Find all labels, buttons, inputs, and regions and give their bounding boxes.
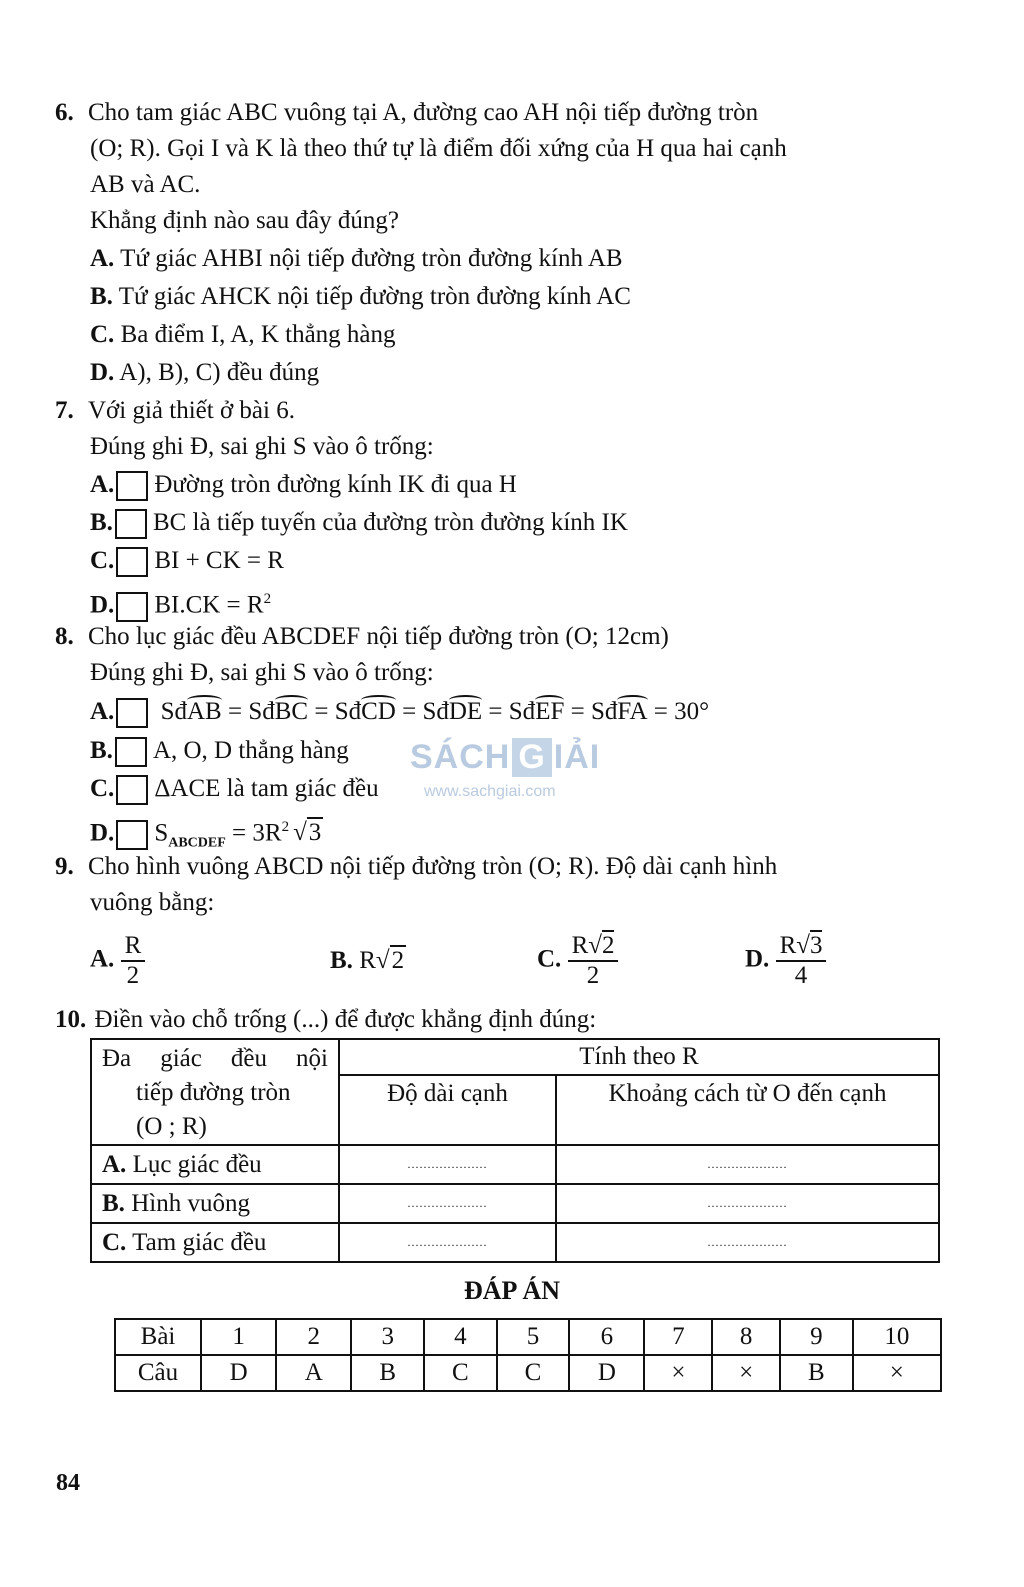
q9-option-d-frac xyxy=(776,932,827,990)
q9-option-b-sqrt: √2 xyxy=(375,947,405,974)
answers-bai-cell: 2 xyxy=(276,1319,351,1355)
q10-row-a-label xyxy=(91,1145,339,1184)
q9-option-c-num: R√2 xyxy=(568,932,619,962)
q9-option-d-radicand: 3 xyxy=(809,932,823,959)
q9-option-d-letter: D. xyxy=(745,945,770,973)
q8-eq-1: = xyxy=(227,698,243,725)
q7-option-d-letter: D. xyxy=(90,591,115,619)
q8-option-a-checkbox[interactable] xyxy=(116,698,148,728)
answers-cau-cell: D xyxy=(569,1355,644,1391)
q6-prompt: Khẳng định nào sau đây đúng? xyxy=(90,207,399,234)
q6-option-a-letter: A. xyxy=(90,245,115,272)
answers-cau-label: Câu xyxy=(115,1355,201,1391)
answers-row-cau xyxy=(115,1355,941,1391)
q7-option-d-sup: 2 xyxy=(263,591,272,607)
watermark-url: www.sachgiai.com xyxy=(424,783,556,800)
q6-text-2: (O; R). Gọi I và K là theo thứ tự là điểm đối xứng của H qua hai cạnh xyxy=(90,135,787,162)
q7-option-d xyxy=(90,584,271,622)
q8-sd-1: Sđ xyxy=(160,698,187,725)
q7-option-b-text: BC là tiếp tuyến của đường tròn đường kính IK xyxy=(152,509,628,536)
q8-option-b-text: A, O, D thẳng hàng xyxy=(152,737,349,764)
q6-option-c-text: Ba điểm I, A, K thẳng hàng xyxy=(120,321,396,348)
answers-bai-cell: 10 xyxy=(853,1319,941,1355)
watermark xyxy=(410,738,600,801)
q10-row-a-letter: A. xyxy=(102,1150,127,1178)
watermark-logo xyxy=(410,738,600,777)
q9-option-b-radicand: 2 xyxy=(391,947,405,974)
q9-option-b xyxy=(330,946,406,976)
q8-option-c-checkbox[interactable] xyxy=(116,775,148,805)
q7-option-b-checkbox[interactable] xyxy=(115,509,147,539)
answers-cau-cell: B xyxy=(780,1355,853,1391)
q7-number: 7. xyxy=(55,397,74,424)
q10-row-a-distance[interactable]: .................... xyxy=(556,1145,939,1184)
q8-option-c-text: ΔACE là tam giác đều xyxy=(154,775,379,802)
answers-bai-cell: 7 xyxy=(644,1319,712,1355)
q7-prompt: Đúng ghi Đ, sai ghi S vào ô trống: xyxy=(90,433,434,460)
q6-number: 6. xyxy=(55,99,74,126)
q6-option-a xyxy=(90,244,623,274)
q8-arc-ef: EF xyxy=(535,698,565,725)
q9-option-b-letter: B. xyxy=(330,947,353,974)
answers-cau-cell: × xyxy=(644,1355,712,1391)
answers-cau-cell: D xyxy=(201,1355,276,1391)
q10-row-c-label xyxy=(91,1223,339,1262)
q10-row-c-text: Tam giác đều xyxy=(132,1228,267,1256)
q10-head-col1-line1: Đa giác đều nội xyxy=(102,1045,328,1072)
q10-line1 xyxy=(55,1005,596,1035)
q9-option-c-num-pre: R xyxy=(571,932,589,959)
q8-arc-fa: FA xyxy=(617,698,648,725)
q8-arc-ab: AB xyxy=(186,698,222,725)
q9-option-a-letter: A. xyxy=(90,945,115,973)
table-row xyxy=(91,1223,939,1262)
q8-sd-5: Sđ xyxy=(508,698,536,725)
table-row xyxy=(91,1145,939,1184)
q8-option-c xyxy=(90,774,379,805)
answers-cau-cell: B xyxy=(351,1355,424,1391)
q10-row-c-letter: C. xyxy=(102,1228,127,1256)
q9-option-d-num-pre: R xyxy=(779,932,797,959)
q9-line1 xyxy=(55,852,777,882)
q7-option-c-letter: C. xyxy=(90,547,115,574)
q7-option-a-text: Đường tròn đường kính IK đi qua H xyxy=(154,471,517,498)
q7-line1 xyxy=(55,396,295,426)
q8-arc-bc: BC xyxy=(274,698,309,725)
q8-option-b-letter: B. xyxy=(90,737,113,764)
q8-arc-de: DE xyxy=(448,698,483,725)
q6-text-3: AB và AC. xyxy=(90,171,201,198)
q8-option-a-result: 30° xyxy=(674,698,710,725)
q9-option-c-den: 2 xyxy=(586,962,600,989)
answers-row-bai xyxy=(115,1319,941,1355)
q9-option-a-den: 2 xyxy=(126,962,140,989)
answers-bai-cell: 4 xyxy=(424,1319,497,1355)
answers-cau-cell: A xyxy=(276,1355,351,1391)
q10-head-sub2: Khoảng cách từ O đến cạnh xyxy=(556,1075,939,1145)
q8-eq-6: = xyxy=(653,698,668,725)
q8-prompt: Đúng ghi Đ, sai ghi S vào ô trống: xyxy=(90,659,434,686)
q7-option-c-text: BI + CK = R xyxy=(154,547,284,574)
answers-bai-label: Bài xyxy=(115,1319,201,1355)
q9-option-b-pre: R xyxy=(359,947,376,974)
q6-option-d-text: A), B), C) đều đúng xyxy=(119,359,320,386)
q8-area-sqrt: √3 xyxy=(293,819,322,847)
table-row xyxy=(91,1184,939,1223)
q10-row-b-letter: B. xyxy=(102,1189,125,1217)
q8-option-d-letter: D. xyxy=(90,819,115,847)
q8-arc-cd: CD xyxy=(361,698,396,725)
q7-option-c xyxy=(90,546,284,577)
q10-row-b-text: Hình vuông xyxy=(131,1189,250,1217)
q10-row-c-distance[interactable]: .................... xyxy=(556,1223,939,1262)
answers-cau-cell: C xyxy=(497,1355,570,1391)
q7-option-d-text: BI.CK = R xyxy=(154,591,264,619)
q6-line1 xyxy=(55,98,758,128)
q7-option-a xyxy=(90,470,517,501)
answers-cau-cell: C xyxy=(424,1355,497,1391)
q8-sd-4: Sđ xyxy=(422,698,449,725)
q8-option-a xyxy=(90,697,709,728)
q10-row-b-side[interactable]: .................... xyxy=(339,1184,556,1223)
q9-option-d xyxy=(745,932,826,990)
q8-text-1: Cho lục giác đều ABCDEF nội tiếp đường tròn (O; 12cm) xyxy=(88,623,669,650)
q10-table xyxy=(90,1038,940,1263)
q6-option-b-text: Tứ giác AHCK nội tiếp đường tròn đường kính AC xyxy=(118,283,631,310)
q7-option-b-letter: B. xyxy=(90,509,113,536)
q9-option-d-num: R√3 xyxy=(776,932,827,962)
answers-bai-cell: 3 xyxy=(351,1319,424,1355)
q9-option-c-letter: C. xyxy=(537,945,562,973)
q10-head-sub1: Độ dài cạnh xyxy=(339,1075,556,1145)
q6-option-c xyxy=(90,320,396,350)
q8-sd-6: Sđ xyxy=(590,698,618,725)
q8-area-sub: ABCDEF xyxy=(168,835,226,851)
q9-option-a xyxy=(90,932,145,990)
q7-option-c-checkbox[interactable] xyxy=(116,547,148,577)
q9-option-a-frac xyxy=(121,932,146,990)
answers-bai-cell: 1 xyxy=(201,1319,276,1355)
q6-option-a-text: Tứ giác AHBI nội tiếp đường tròn đường kính AB xyxy=(120,245,623,272)
q6-option-b-letter: B. xyxy=(90,283,113,310)
q9-text-1: Cho hình vuông ABCD nội tiếp đường tròn (O; R). Độ dài cạnh hình xyxy=(88,853,778,880)
page-number: 84 xyxy=(56,1470,80,1496)
answers-cau-cell: × xyxy=(853,1355,941,1391)
q8-eq-3: = xyxy=(402,698,417,725)
q10-row-a-side[interactable]: .................... xyxy=(339,1145,556,1184)
q9-option-d-den: 4 xyxy=(794,962,808,989)
answers-table xyxy=(114,1318,942,1392)
q8-option-a-letter: A. xyxy=(90,698,115,725)
q9-option-c xyxy=(537,932,618,990)
q8-area-eq: = 3R xyxy=(225,819,282,847)
watermark-logo-right: IẢI xyxy=(553,738,601,776)
q8-sd-3: Sđ xyxy=(334,698,362,725)
q10-head-group: Tính theo R xyxy=(339,1039,939,1075)
answers-bai-cell: 9 xyxy=(780,1319,853,1355)
q7-text-1: Với giả thiết ở bài 6. xyxy=(88,397,295,424)
q8-eq-5: = xyxy=(570,698,585,725)
q8-option-c-letter: C. xyxy=(90,775,115,802)
q7-option-d-checkbox[interactable] xyxy=(116,592,148,622)
q8-area-sup: 2 xyxy=(281,819,290,835)
q8-area-radicand: 3 xyxy=(308,819,322,847)
q8-sd-2: Sđ xyxy=(248,698,275,725)
q10-head-col1-line3: (O ; R) xyxy=(136,1113,207,1140)
q6-option-b xyxy=(90,282,631,312)
watermark-logo-g: G xyxy=(512,738,551,777)
q9-option-a-num: R xyxy=(121,932,146,962)
q9-option-c-radicand: 2 xyxy=(601,932,615,959)
q10-row-c-side[interactable]: .................... xyxy=(339,1223,556,1262)
answers-bai-cell: 6 xyxy=(569,1319,644,1355)
answers-cau-cell: × xyxy=(712,1355,780,1391)
q8-number: 8. xyxy=(55,623,74,650)
q9-number: 9. xyxy=(55,853,74,880)
q10-row-a-text: Lục giác đều xyxy=(132,1150,262,1178)
q10-row-b-label xyxy=(91,1184,339,1223)
q8-option-b xyxy=(90,736,349,767)
q9-text-2: vuông bằng: xyxy=(90,889,215,916)
q8-option-b-checkbox[interactable] xyxy=(115,737,147,767)
answers-bai-cell: 5 xyxy=(497,1319,570,1355)
answers-bai-cell: 8 xyxy=(712,1319,780,1355)
q10-text-1: Điền vào chỗ trống (...) để được khẳng định đúng: xyxy=(94,1006,597,1033)
q7-option-a-letter: A. xyxy=(90,471,115,498)
q7-option-b xyxy=(90,508,628,539)
q8-line1 xyxy=(55,622,669,652)
q7-option-a-checkbox[interactable] xyxy=(116,471,148,501)
q6-option-d xyxy=(90,358,319,388)
answers-title: ĐÁP ÁN xyxy=(463,1276,561,1305)
watermark-logo-left: SÁCH xyxy=(410,738,511,776)
q10-number: 10. xyxy=(55,1006,87,1033)
q10-row-b-distance[interactable]: .................... xyxy=(556,1184,939,1223)
q8-eq-2: = xyxy=(314,698,329,725)
q10-head-col1 xyxy=(91,1039,339,1145)
q8-area-s: S xyxy=(154,819,169,847)
q6-text-1: Cho tam giác ABC vuông tại A, đường cao AH nội tiếp đường tròn xyxy=(88,99,759,126)
q10-head-col1-line2: tiếp đường tròn xyxy=(136,1079,291,1106)
q9-option-c-frac xyxy=(568,932,619,990)
q8-option-d-checkbox[interactable] xyxy=(116,820,148,850)
q6-option-d-letter: D. xyxy=(90,359,115,386)
q6-option-c-letter: C. xyxy=(90,321,115,348)
q8-eq-4: = xyxy=(488,698,503,725)
